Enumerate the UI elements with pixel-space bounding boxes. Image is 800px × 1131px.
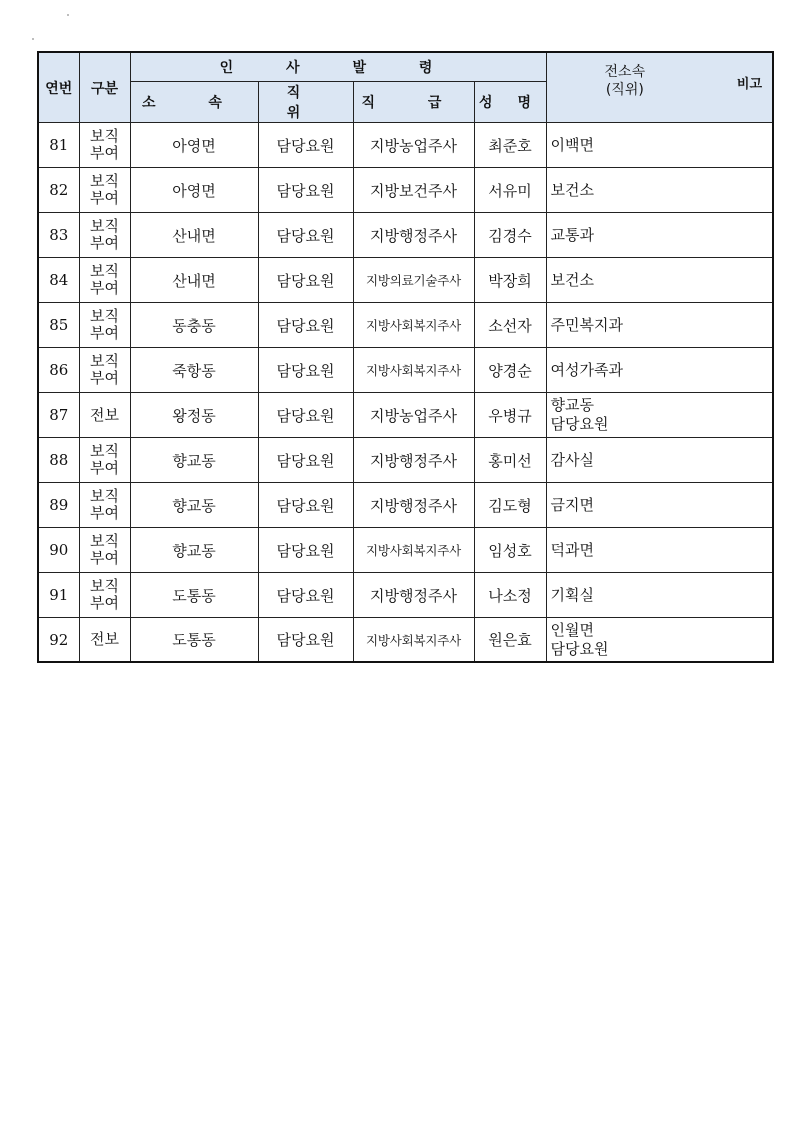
table-row bbox=[38, 123, 773, 168]
row-previous-line2: 담당요원 bbox=[550, 639, 609, 658]
row-number: 84 bbox=[38, 258, 79, 303]
row-type bbox=[79, 573, 130, 618]
header-previous-line1: 전소속 bbox=[604, 64, 646, 80]
row-type-line1: 보직 bbox=[90, 352, 119, 370]
header-appointment: 인 사 발 령 bbox=[130, 52, 546, 82]
row-previous-line1: 기획실 bbox=[550, 585, 595, 604]
row-previous-line1: 향교동 bbox=[550, 396, 595, 414]
row-department: 죽항동 bbox=[130, 348, 258, 393]
table-row bbox=[38, 213, 773, 258]
row-type-line1: 보직 bbox=[90, 532, 119, 550]
row-previous bbox=[546, 213, 773, 258]
row-number: 89 bbox=[38, 483, 79, 528]
row-type-line1: 전보 bbox=[90, 630, 119, 648]
row-position: 담당요원 bbox=[258, 213, 353, 258]
row-rank: 지방사회복지주사 bbox=[353, 618, 474, 663]
header-remarks: 비고 bbox=[736, 77, 763, 92]
row-name: 김도형 bbox=[474, 483, 546, 528]
table-row bbox=[38, 483, 773, 528]
row-rank: 지방행정주사 bbox=[353, 438, 474, 483]
row-name: 홍미선 bbox=[474, 438, 546, 483]
row-previous bbox=[546, 303, 773, 348]
row-department: 향교동 bbox=[130, 438, 258, 483]
row-department: 왕정동 bbox=[130, 393, 258, 438]
row-rank: 지방의료기술주사 bbox=[353, 258, 474, 303]
row-previous-line1: 보건소 bbox=[550, 270, 595, 289]
table-header bbox=[38, 52, 773, 123]
table-row bbox=[38, 303, 773, 348]
row-rank: 지방행정주사 bbox=[353, 213, 474, 258]
row-type-line2: 부여 bbox=[90, 234, 119, 252]
row-previous bbox=[546, 618, 773, 663]
row-name: 나소정 bbox=[474, 573, 546, 618]
row-previous-line1: 교통과 bbox=[550, 225, 595, 244]
row-type-line1: 보직 bbox=[90, 127, 119, 145]
table-row bbox=[38, 168, 773, 213]
row-position: 담당요원 bbox=[258, 303, 353, 348]
row-type-line2: 부여 bbox=[90, 594, 119, 612]
table-row bbox=[38, 618, 773, 663]
header-rank: 직 급 bbox=[353, 82, 474, 123]
row-previous-line1: 인월면 bbox=[550, 620, 595, 639]
row-name: 김경수 bbox=[474, 213, 546, 258]
row-previous-line1: 주민복지과 bbox=[550, 315, 623, 334]
row-position: 담당요원 bbox=[258, 123, 353, 168]
row-previous-line1: 감사실 bbox=[550, 450, 595, 469]
row-previous bbox=[546, 573, 773, 618]
row-name: 우병규 bbox=[474, 393, 546, 438]
row-name: 최준호 bbox=[474, 123, 546, 168]
table-row bbox=[38, 438, 773, 483]
scan-speck bbox=[32, 38, 34, 40]
row-rank: 지방사회복지주사 bbox=[353, 528, 474, 573]
row-previous-line1: 덕과면 bbox=[550, 540, 595, 559]
row-position: 담당요원 bbox=[258, 348, 353, 393]
header-type: 구분 bbox=[79, 52, 130, 123]
row-number: 83 bbox=[38, 213, 79, 258]
row-previous bbox=[546, 258, 773, 303]
row-type bbox=[79, 168, 130, 213]
row-position: 담당요원 bbox=[258, 618, 353, 663]
row-rank: 지방행정주사 bbox=[353, 573, 474, 618]
row-previous-line1: 금지면 bbox=[550, 495, 595, 514]
table-row bbox=[38, 393, 773, 438]
row-type-line2: 부여 bbox=[90, 189, 119, 207]
row-number: 87 bbox=[38, 393, 79, 438]
row-type-line1: 보직 bbox=[90, 172, 119, 190]
row-department: 도통동 bbox=[130, 573, 258, 618]
row-name: 박장희 bbox=[474, 258, 546, 303]
header-previous-title bbox=[605, 63, 646, 99]
row-department: 산내면 bbox=[130, 213, 258, 258]
row-previous bbox=[546, 168, 773, 213]
row-type-line1: 보직 bbox=[90, 262, 119, 280]
row-department: 아영면 bbox=[130, 123, 258, 168]
row-previous-line1: 이백면 bbox=[550, 135, 595, 154]
row-position: 담당요원 bbox=[258, 168, 353, 213]
table-row bbox=[38, 528, 773, 573]
row-previous bbox=[546, 483, 773, 528]
row-number: 86 bbox=[38, 348, 79, 393]
row-department: 도통동 bbox=[130, 618, 258, 663]
row-name: 임성호 bbox=[474, 528, 546, 573]
row-previous bbox=[546, 123, 773, 168]
row-type-line1: 보직 bbox=[90, 217, 119, 235]
row-previous-line1: 보건소 bbox=[550, 180, 595, 199]
row-previous-line2: 담당요원 bbox=[550, 415, 609, 433]
row-rank: 지방농업주사 bbox=[353, 393, 474, 438]
row-rank: 지방사회복지주사 bbox=[353, 303, 474, 348]
header-department: 소 속 bbox=[130, 82, 258, 123]
row-type-line1: 보직 bbox=[90, 307, 119, 325]
personnel-table bbox=[37, 51, 774, 663]
row-type-line1: 보직 bbox=[90, 577, 119, 595]
row-type-line1: 보직 bbox=[90, 442, 119, 460]
row-type bbox=[79, 438, 130, 483]
row-type bbox=[79, 303, 130, 348]
row-type bbox=[79, 123, 130, 168]
row-number: 92 bbox=[38, 618, 79, 663]
row-type-line1: 보직 bbox=[90, 487, 119, 505]
row-previous-line1: 여성가족과 bbox=[550, 360, 623, 379]
row-type-line2: 부여 bbox=[90, 144, 119, 162]
row-position: 담당요원 bbox=[258, 573, 353, 618]
row-previous bbox=[546, 393, 773, 438]
row-type-line2: 부여 bbox=[90, 369, 119, 387]
row-position: 담당요원 bbox=[258, 258, 353, 303]
table-row bbox=[38, 573, 773, 618]
table-body bbox=[38, 123, 773, 663]
row-position: 담당요원 bbox=[258, 438, 353, 483]
header-position: 직 위 bbox=[258, 82, 353, 123]
row-name: 소선자 bbox=[474, 303, 546, 348]
row-type-line2: 부여 bbox=[90, 549, 119, 567]
row-previous bbox=[546, 348, 773, 393]
row-type-line2: 부여 bbox=[90, 324, 119, 342]
row-number: 88 bbox=[38, 438, 79, 483]
scan-speck bbox=[67, 14, 69, 16]
header-previous-line2: (직위) bbox=[605, 82, 644, 98]
row-type bbox=[79, 483, 130, 528]
row-type bbox=[79, 258, 130, 303]
row-rank: 지방행정주사 bbox=[353, 483, 474, 528]
row-position: 담당요원 bbox=[258, 528, 353, 573]
row-type-line2: 부여 bbox=[90, 279, 119, 297]
row-position: 담당요원 bbox=[258, 393, 353, 438]
row-position: 담당요원 bbox=[258, 483, 353, 528]
row-type bbox=[79, 213, 130, 258]
row-number: 91 bbox=[38, 573, 79, 618]
row-type bbox=[79, 618, 130, 663]
table-row bbox=[38, 348, 773, 393]
row-previous bbox=[546, 528, 773, 573]
row-name: 원은효 bbox=[474, 618, 546, 663]
row-type-line2: 부여 bbox=[90, 504, 119, 522]
row-number: 82 bbox=[38, 168, 79, 213]
header-name: 성 명 bbox=[474, 82, 546, 123]
row-department: 동충동 bbox=[130, 303, 258, 348]
row-name: 서유미 bbox=[474, 168, 546, 213]
row-type bbox=[79, 528, 130, 573]
header-number: 연번 bbox=[38, 52, 79, 123]
row-department: 향교동 bbox=[130, 528, 258, 573]
row-type bbox=[79, 348, 130, 393]
row-number: 85 bbox=[38, 303, 79, 348]
row-rank: 지방보건주사 bbox=[353, 168, 474, 213]
row-rank: 지방농업주사 bbox=[353, 123, 474, 168]
row-department: 아영면 bbox=[130, 168, 258, 213]
row-department: 향교동 bbox=[130, 483, 258, 528]
row-type bbox=[79, 393, 130, 438]
row-type-line1: 전보 bbox=[90, 405, 119, 424]
row-rank: 지방사회복지주사 bbox=[353, 348, 474, 393]
row-previous bbox=[546, 438, 773, 483]
table-row bbox=[38, 258, 773, 303]
header-previous bbox=[546, 52, 773, 123]
row-type-line2: 부여 bbox=[90, 459, 119, 477]
row-department: 산내면 bbox=[130, 258, 258, 303]
row-number: 90 bbox=[38, 528, 79, 573]
row-number: 81 bbox=[38, 123, 79, 168]
row-name: 양경순 bbox=[474, 348, 546, 393]
